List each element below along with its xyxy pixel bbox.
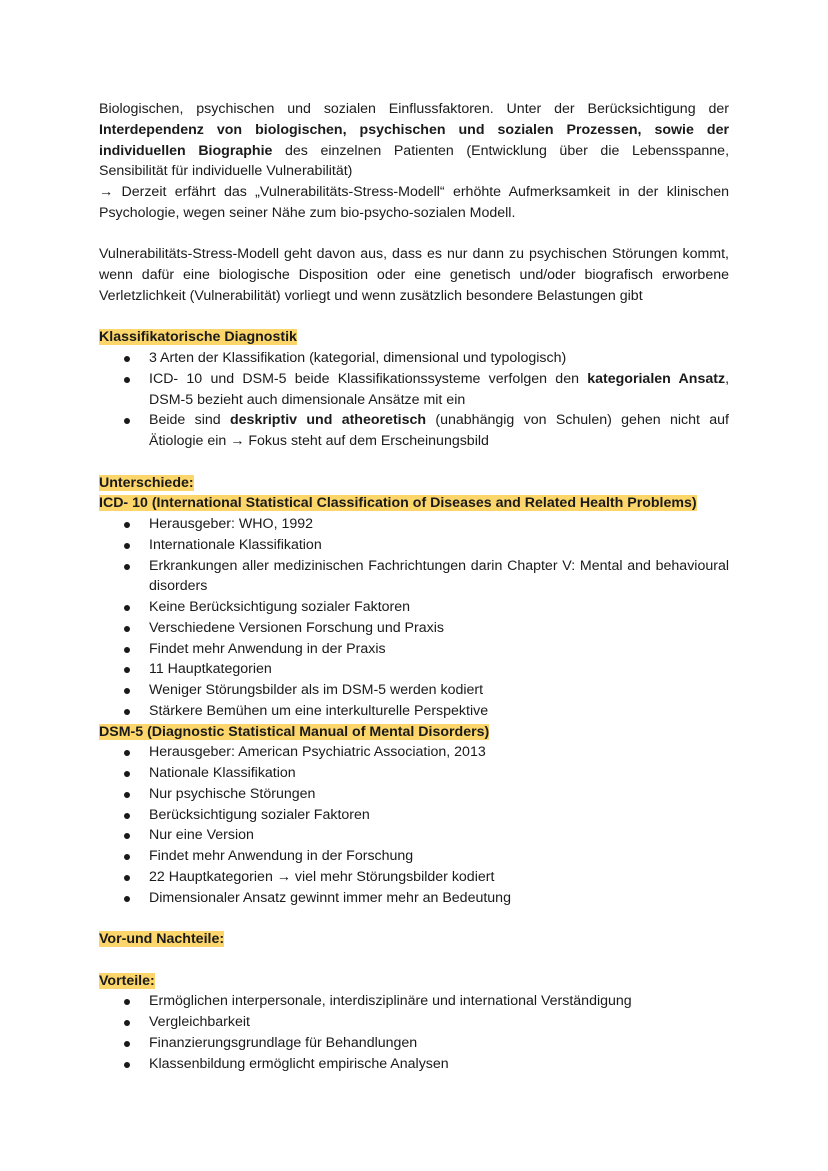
list-item: Internationale Klassifikation [149, 535, 729, 556]
dsm-heading: DSM-5 (Diagnostic Statistical Manual of Mental Disorders) [99, 723, 490, 740]
list-item: 3 Arten der Klassifikation (kategorial, dimensional und typologisch) [149, 348, 729, 369]
text: ICD- 10 und DSM-5 beide Klassifikationssysteme verfolgen den [149, 370, 588, 387]
text: (unabhängig von Schulen) gehen nicht auf Ätiologie ein → Fokus steht auf dem Erscheinungsbild [149, 412, 729, 449]
arrow-paragraph: → Derzeit erfährt das „Vulnerabilitäts-Stress-Modell“ erhöhte Aufmerksamkeit in der klinischen Psychologie, wegen seiner Nähe zum bio-psycho-sozialen Modell. [99, 184, 729, 221]
section-heading: Klassifikatorische Diagnostik [99, 329, 297, 346]
text: Biologischen, psychischen und sozialen Einflussfaktoren. Unter der Berücksichtigung der [99, 101, 729, 117]
list-item: Keine Berücksichtigung sozialer Faktoren [149, 597, 729, 618]
text: , DSM-5 bezieht auch dimensionale Ansätze mit ein [149, 370, 730, 408]
list-item: Findet mehr Anwendung in der Praxis [149, 639, 729, 660]
list-item: 22 Hauptkategorien → viel mehr Störungsbilder kodiert [149, 867, 729, 888]
intro-paragraph [99, 99, 729, 182]
list-item: Berücksichtigung sozialer Faktoren [149, 805, 729, 826]
list-item: Klassenbildung ermöglicht empirische Analysen [149, 1054, 729, 1075]
list-item: Weniger Störungsbilder als im DSM-5 werden kodiert [149, 680, 729, 701]
text: des einzelnen Patienten (Entwicklung über die Lebensspanne, Sensibilität für individuelle Vulnerabilität) [99, 142, 730, 180]
list-item [149, 410, 729, 452]
list-item: Erkrankungen aller medizinischen Fachrichtungen darin Chapter V: Mental and behavioural disorders [149, 556, 729, 598]
list-item: Vergleichbarkeit [149, 1012, 729, 1033]
bold-text: kategorialen Ansatz [587, 370, 726, 387]
section-heading: Vor-und Nachteile: [99, 931, 225, 947]
list-item: Stärkere Bemühen um eine interkulturelle Perspektive [149, 701, 729, 722]
list-item: Findet mehr Anwendung in der Forschung [149, 846, 729, 867]
list-item: Herausgeber: WHO, 1992 [149, 514, 729, 535]
vorteile-heading: Vorteile: [99, 972, 155, 989]
icd-list [99, 514, 729, 722]
list-item: Nationale Klassifikation [149, 763, 729, 784]
bold-text: Interdependenz von biologischen, psychischen und sozialen Prozessen, sowie der individuellen Biographie [99, 121, 729, 159]
icd-heading: ICD- 10 (International Statistical Classification of Diseases and Related Health Problems) [99, 495, 697, 512]
list-item: Ermöglichen interpersonale, interdisziplinäre und international Verständigung [149, 991, 729, 1012]
bold-text: deskriptiv und atheoretisch [230, 412, 427, 429]
list-item: Verschiedene Versionen Forschung und Praxis [149, 618, 729, 639]
dsm-list [99, 742, 729, 908]
list-item: Nur psychische Störungen [149, 784, 729, 805]
section-heading: Unterschiede: [99, 474, 194, 491]
list-item: Herausgeber: American Psychiatric Association, 2013 [149, 742, 729, 763]
vorteile-list [99, 991, 729, 1074]
list-item: Dimensionaler Ansatz gewinnt immer mehr an Bedeutung [149, 888, 729, 909]
list-item: 11 Hauptkategorien [149, 659, 729, 680]
list-item [149, 369, 729, 411]
klass-list [99, 348, 729, 452]
model-paragraph: Vulnerabilitäts-Stress-Modell geht davon aus, dass es nur dann zu psychischen Störungen kommt, wenn dafür eine biologische Disposition oder eine genetisch und/oder biografisch erworbene Verletzlichkeit (Vulnerabilität) vorliegt und wenn zusätzlich besondere Belastungen gibt [99, 246, 729, 304]
text: Beide sind [149, 412, 230, 429]
list-item: Nur eine Version [149, 825, 729, 846]
list-item: Finanzierungsgrundlage für Behandlungen [149, 1033, 729, 1054]
